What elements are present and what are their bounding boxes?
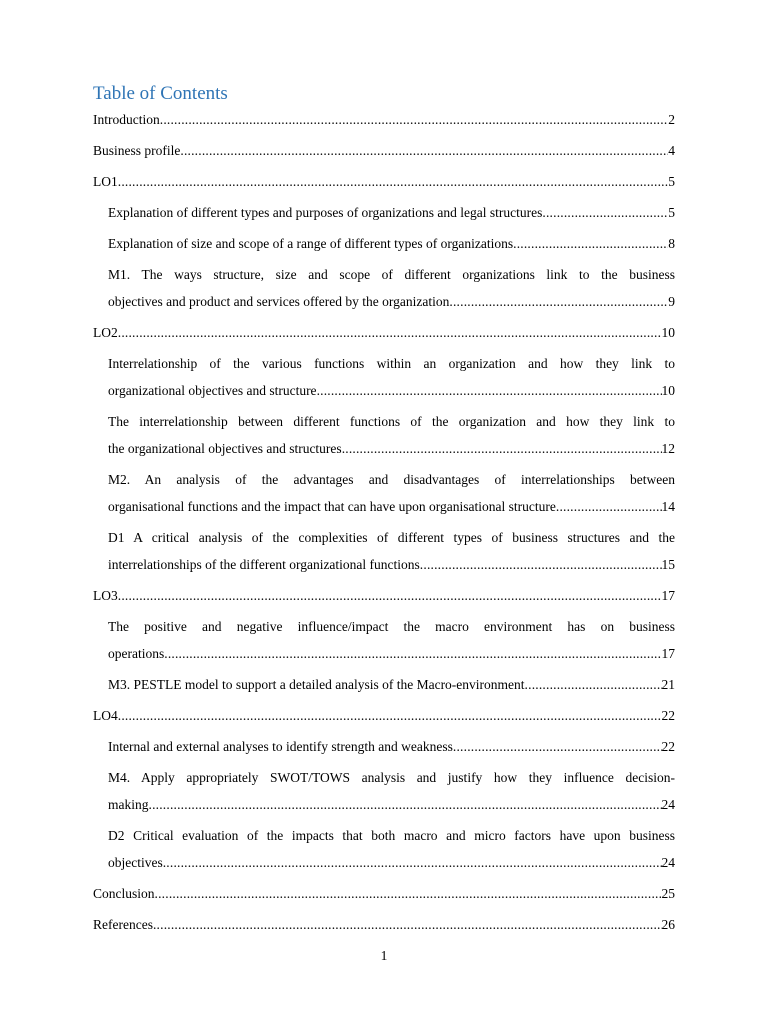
- toc-entry[interactable]: [93, 319, 675, 346]
- toc-entry-page: 24: [661, 855, 675, 870]
- dot-leader: [163, 849, 662, 876]
- toc-entry-label: Explanation of different types and purposes of organizations and legal structures: [108, 205, 543, 220]
- toc-entry-label: objectives: [108, 855, 163, 870]
- toc-entry-page: 5: [668, 174, 675, 189]
- dot-leader: [118, 582, 662, 609]
- toc-entry-line: [108, 493, 675, 520]
- toc-entry[interactable]: [108, 408, 675, 462]
- toc-entry-label: Internal and external analyses to identify strength and weakness: [108, 739, 453, 754]
- dot-leader: [342, 435, 662, 462]
- toc-entry-label: LO4: [93, 708, 118, 723]
- toc-entry-page: 4: [668, 143, 675, 158]
- dot-leader: [420, 551, 662, 578]
- toc-entry-page: 24: [661, 797, 675, 812]
- toc-entry[interactable]: [108, 230, 675, 257]
- dot-leader: [542, 199, 668, 226]
- toc-entry[interactable]: [108, 350, 675, 404]
- dot-leader: [149, 791, 662, 818]
- toc-entry-label: objectives and product and services offered by the organization: [108, 294, 450, 309]
- toc-entry-page: 25: [661, 886, 675, 901]
- toc-entry-text-line: Interrelationship of the various functions within an organization and how they link to: [108, 356, 675, 371]
- dot-leader: [180, 137, 668, 164]
- toc-entry-line: [108, 551, 675, 578]
- dot-leader: [453, 733, 662, 760]
- toc-entry[interactable]: [108, 822, 675, 876]
- toc-entry-page: 17: [661, 646, 675, 661]
- toc-title: Table of Contents: [93, 83, 228, 104]
- toc-entry-line: [108, 640, 675, 667]
- toc-entry-label: Business profile: [93, 143, 181, 158]
- toc-entry-label: LO1: [93, 174, 118, 189]
- toc-entry-page: 26: [661, 917, 675, 932]
- dot-leader: [153, 911, 662, 938]
- dot-leader: [160, 106, 669, 133]
- toc-entry-line: [93, 168, 675, 195]
- toc-entry-text-line: M4. Apply appropriately SWOT/TOWS analysis and justify how they influence decision-: [108, 770, 675, 785]
- toc-entry-line: [93, 319, 675, 346]
- toc-entry-line: [93, 702, 675, 729]
- toc-entry-line: [108, 671, 675, 698]
- toc-entry-page: 21: [661, 677, 675, 692]
- toc-entry[interactable]: [108, 671, 675, 698]
- toc-entry[interactable]: [93, 911, 675, 938]
- toc-entry-page: 9: [668, 294, 675, 309]
- toc-entry-label: LO3: [93, 588, 118, 603]
- toc-entry[interactable]: [108, 764, 675, 818]
- toc-entry-line: [108, 288, 675, 315]
- toc-entry-label: making: [108, 797, 149, 812]
- toc-entry-page: 17: [661, 588, 675, 603]
- toc-entry-page: 10: [661, 383, 675, 398]
- toc-entry-page: 12: [661, 441, 675, 456]
- toc-entry[interactable]: [108, 733, 675, 760]
- toc-entry[interactable]: [108, 199, 675, 226]
- toc-entry-label: M3. PESTLE model to support a detailed analysis of the Macro-environment: [108, 677, 525, 692]
- toc-entry-label: organisational functions and the impact that can have upon organisational structure: [108, 499, 556, 514]
- toc-entry[interactable]: [93, 168, 675, 195]
- toc-entry-line: [108, 377, 675, 404]
- toc-entry-label: Conclusion: [93, 886, 155, 901]
- dot-leader: [556, 493, 662, 520]
- toc-entry-line: [108, 791, 675, 818]
- toc-entry[interactable]: [108, 261, 675, 315]
- dot-leader: [118, 319, 662, 346]
- toc-entry-page: 10: [661, 325, 675, 340]
- toc-entry-page: 5: [668, 205, 675, 220]
- toc-entry-line: [108, 435, 675, 462]
- toc-entry[interactable]: [108, 466, 675, 520]
- toc-entry-label: References: [93, 917, 153, 932]
- toc-entry-label: Explanation of size and scope of a range of different types of organizations: [108, 236, 514, 251]
- dot-leader: [118, 168, 669, 195]
- toc-entry-line: [93, 911, 675, 938]
- dot-leader: [317, 377, 662, 404]
- toc-entry-label: interrelationships of the different organizational functions: [108, 557, 420, 572]
- page-number: 1: [380, 948, 388, 963]
- toc-entry[interactable]: [93, 582, 675, 609]
- toc-entry-label: Introduction: [93, 112, 160, 127]
- toc-entry-text-line: D2 Critical evaluation of the impacts that both macro and micro factors have upon business: [108, 828, 675, 843]
- toc-entry-line: [93, 137, 675, 164]
- dot-leader: [525, 671, 662, 698]
- toc-entry-label: organizational objectives and structure: [108, 383, 317, 398]
- dot-leader: [118, 702, 662, 729]
- toc-entry[interactable]: [93, 880, 675, 907]
- toc-entry-line: [93, 880, 675, 907]
- toc-entry-text-line: M1. The ways structure, size and scope of different organizations link to the business: [108, 267, 675, 282]
- toc-entry-page: 15: [661, 557, 675, 572]
- dot-leader: [164, 640, 661, 667]
- toc-entry-line: [93, 582, 675, 609]
- toc-entry[interactable]: [93, 106, 675, 133]
- toc-entry-text-line: M2. An analysis of the advantages and disadvantages of interrelationships between: [108, 472, 675, 487]
- toc-entry-line: [108, 199, 675, 226]
- toc-entry-line: [108, 733, 675, 760]
- toc-entry-text-line: The interrelationship between different functions of the organization and how they link to: [108, 414, 675, 429]
- toc-entry-page: 2: [668, 112, 675, 127]
- dot-leader: [155, 880, 662, 907]
- toc-entry-text-line: The positive and negative influence/impact the macro environment has on business: [108, 619, 675, 634]
- toc-entry[interactable]: [93, 702, 675, 729]
- toc-entry-label: operations: [108, 646, 165, 661]
- toc-entry-line: [93, 106, 675, 133]
- toc-entry[interactable]: [108, 613, 675, 667]
- toc-entry-page: 14: [661, 499, 675, 514]
- toc-entry-line: [108, 230, 675, 257]
- toc-entry-page: 8: [668, 236, 675, 251]
- dot-leader: [449, 288, 668, 315]
- toc-entry-label: LO2: [93, 325, 118, 340]
- toc-entry-line: [108, 849, 675, 876]
- table-of-contents: [93, 106, 675, 942]
- toc-entry-page: 22: [661, 739, 675, 754]
- toc-entry[interactable]: [93, 137, 675, 164]
- toc-entry-text-line: D1 A critical analysis of the complexities of different types of business structures and the: [108, 530, 675, 545]
- toc-entry-page: 22: [661, 708, 675, 723]
- toc-entry[interactable]: [108, 524, 675, 578]
- dot-leader: [513, 230, 668, 257]
- toc-entry-label: the organizational objectives and structures: [108, 441, 342, 456]
